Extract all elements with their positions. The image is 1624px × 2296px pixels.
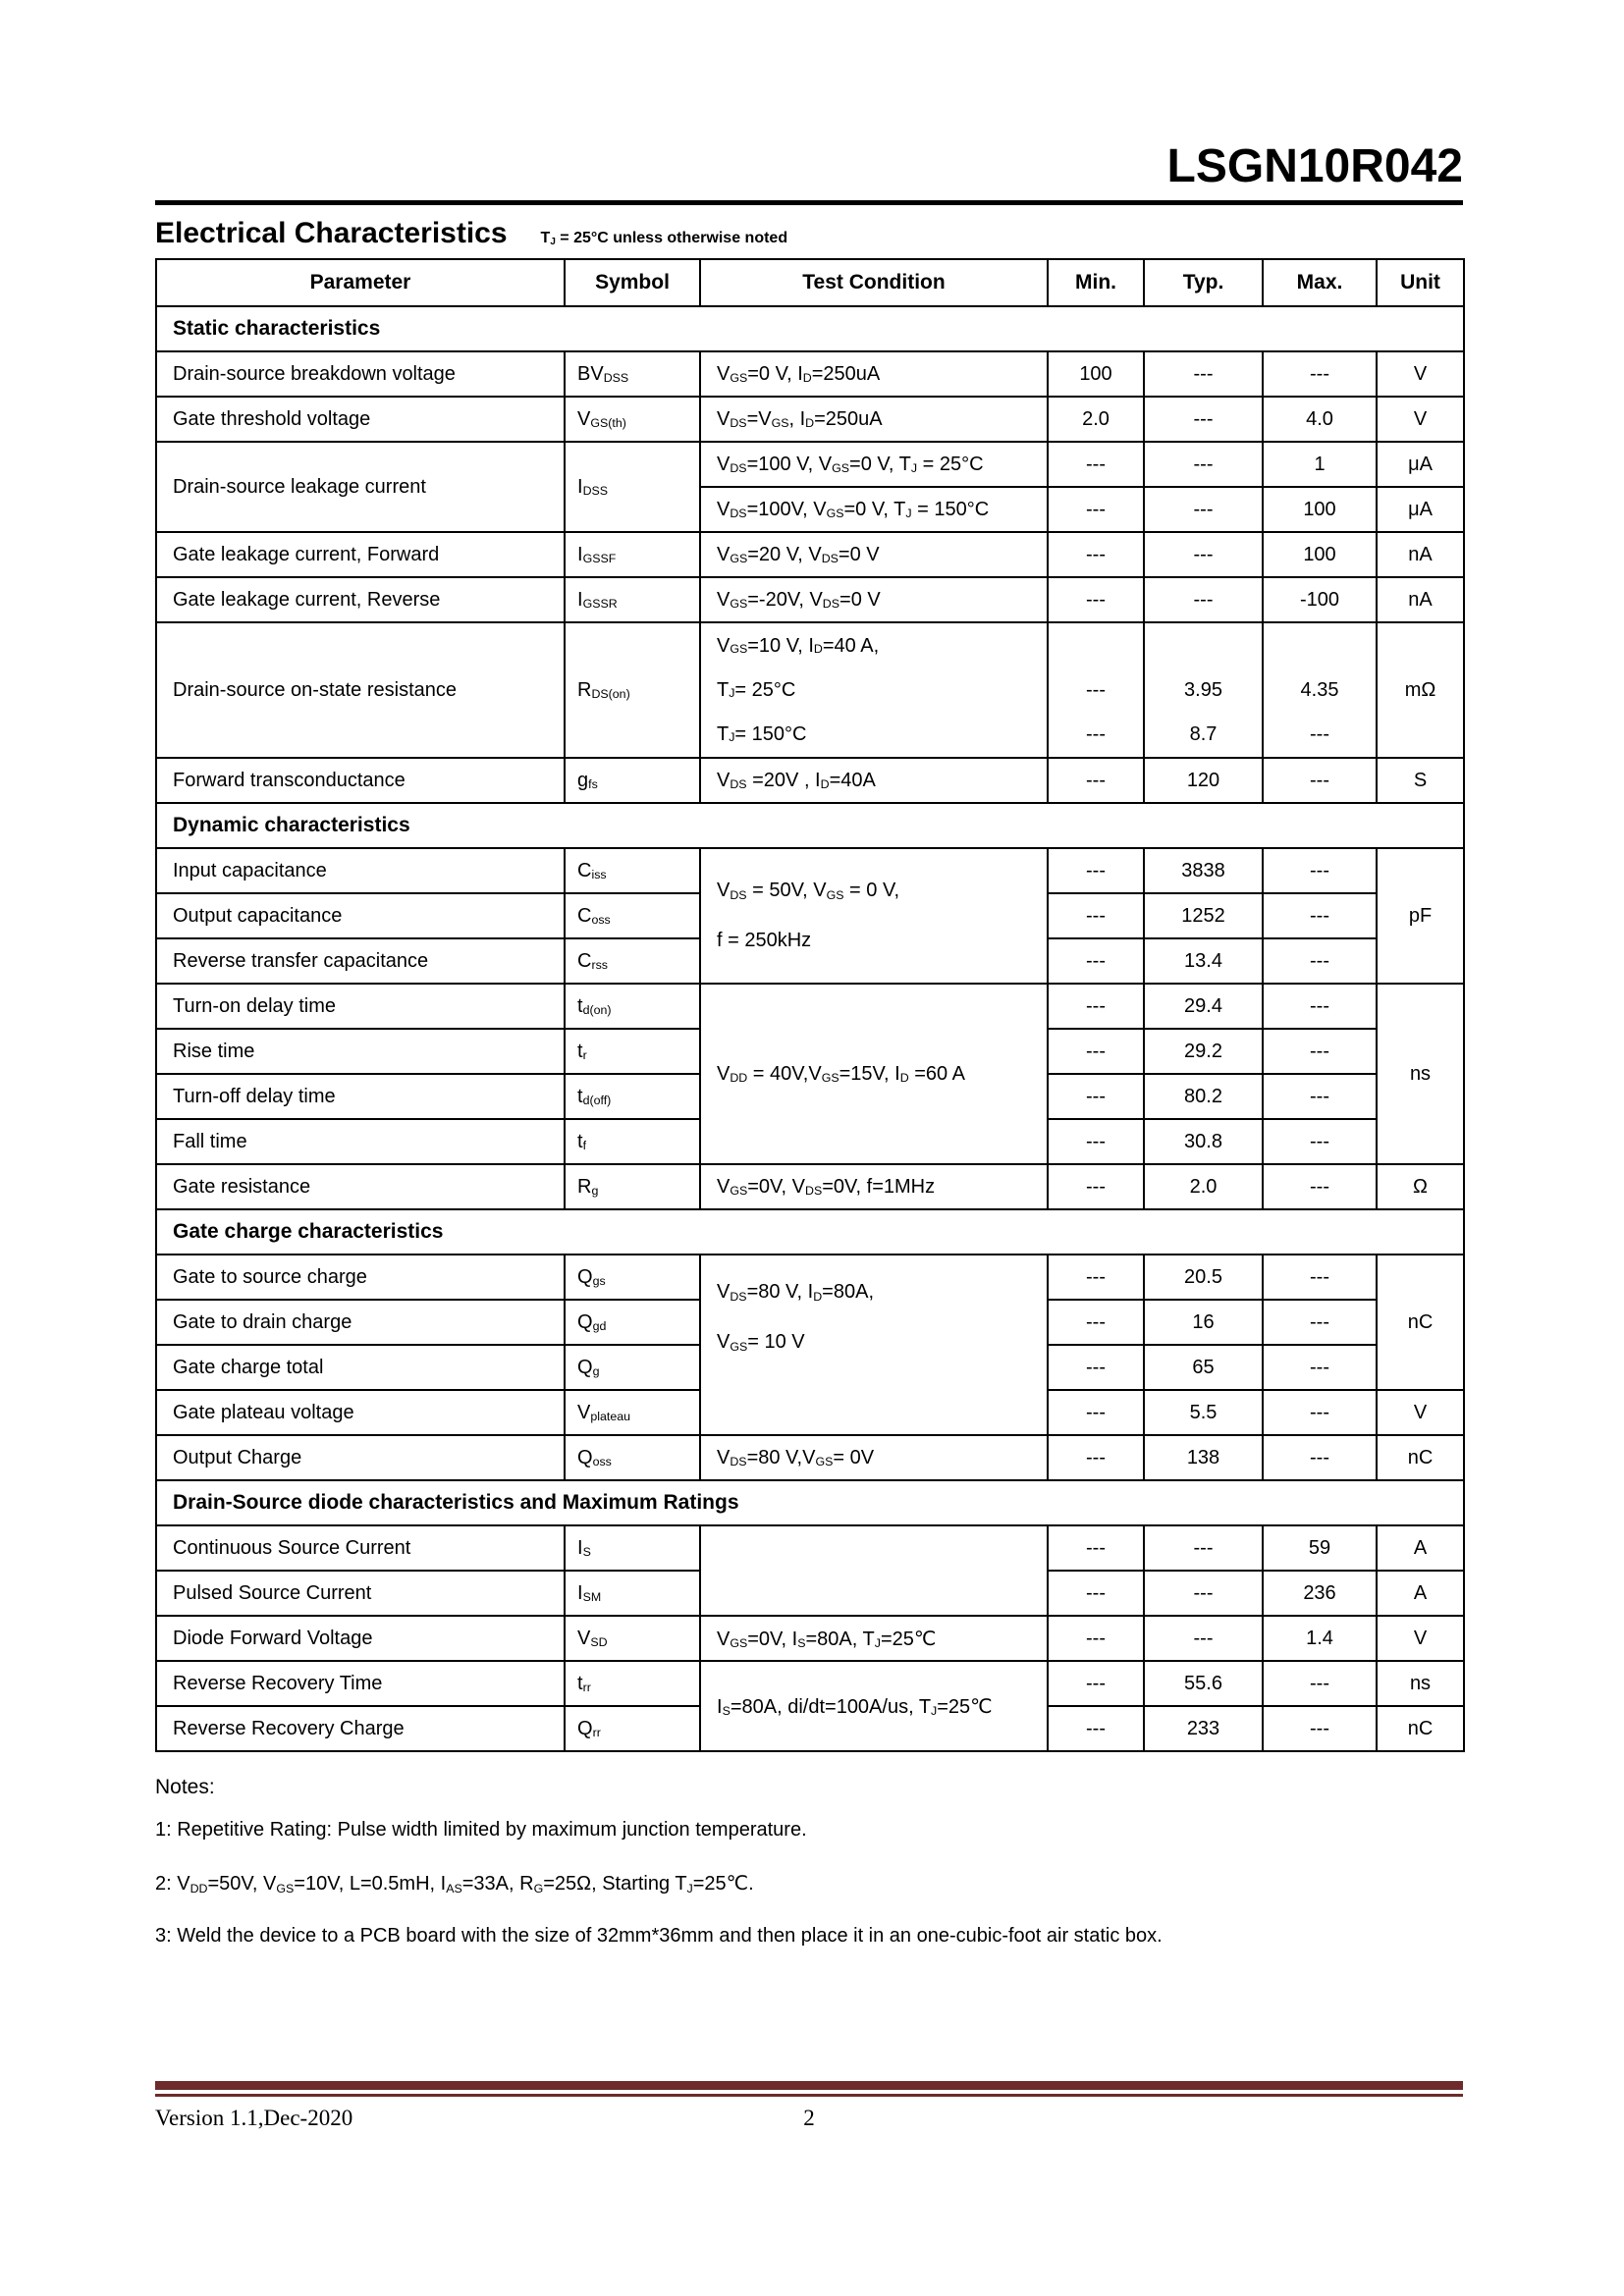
note-1: 1: Repetitive Rating: Pulse width limited by maximum junction temperature. <box>155 1819 807 1841</box>
param-cell: Gate resistance <box>156 1164 565 1209</box>
symbol-cell: Coss <box>565 893 700 938</box>
min-cell: --- <box>1048 1345 1144 1390</box>
symbol-cell: RDS(on) <box>565 622 700 758</box>
conditions-note: TJ = 25°C unless otherwise noted <box>540 230 788 248</box>
condition-cell: VGS=-20V, VDS=0 V <box>700 577 1048 622</box>
min-cell: --- <box>1048 532 1144 577</box>
unit-cell: mΩ <box>1377 622 1464 758</box>
table-row <box>156 758 1464 803</box>
section-title-static: Static characteristics <box>156 306 1464 351</box>
condition-cell: VDS=80 V,VGS= 0V <box>700 1435 1048 1480</box>
symbol-cell: IGSSR <box>565 577 700 622</box>
param-cell: Pulsed Source Current <box>156 1571 565 1616</box>
max-cell: --- <box>1263 1029 1377 1074</box>
section-title-dynamic: Dynamic characteristics <box>156 803 1464 848</box>
param-cell: Drain-source on-state resistance <box>156 622 565 758</box>
typ-cell: 5.5 <box>1144 1390 1263 1435</box>
param-cell: Output Charge <box>156 1435 565 1480</box>
section-row-diode <box>156 1480 1464 1525</box>
col-header-typ: Typ. <box>1144 259 1263 306</box>
symbol-cell: ISM <box>565 1571 700 1616</box>
param-cell: Gate to source charge <box>156 1255 565 1300</box>
table-header-row <box>156 259 1464 306</box>
symbol-cell: VGS(th) <box>565 397 700 442</box>
min-cell: --- <box>1048 1435 1144 1480</box>
min-cell: --- <box>1048 848 1144 893</box>
max-cell: --- <box>1263 938 1377 984</box>
max-cell: --- <box>1263 351 1377 397</box>
condition-cell: VGS=0V, VDS=0V, f=1MHz <box>700 1164 1048 1209</box>
col-header-symbol: Symbol <box>565 259 700 306</box>
min-cell: --- <box>1048 758 1144 803</box>
param-cell: Drain-source leakage current <box>156 442 565 532</box>
symbol-cell: Qgd <box>565 1300 700 1345</box>
condition-cell: VGS=0 V, ID=250uA <box>700 351 1048 397</box>
condition-cell: VDD = 40V,VGS=15V, ID =60 A <box>700 984 1048 1164</box>
col-header-unit: Unit <box>1377 259 1464 306</box>
typ-cell: 29.4 <box>1144 984 1263 1029</box>
param-cell: Gate leakage current, Forward <box>156 532 565 577</box>
max-cell: 1 <box>1263 442 1377 487</box>
min-cell: --- <box>1048 1571 1144 1616</box>
typ-cell: --- <box>1144 577 1263 622</box>
max-cell: 4.0 <box>1263 397 1377 442</box>
condition-line: f = 250kHz <box>717 930 812 951</box>
max-cell: --- <box>1263 1390 1377 1435</box>
condition-cell <box>700 1255 1048 1435</box>
table-row <box>156 442 1464 487</box>
param-cell: Diode Forward Voltage <box>156 1616 565 1661</box>
condition-cell: VDS=VGS, ID=250uA <box>700 397 1048 442</box>
max-cell: --- <box>1263 893 1377 938</box>
unit-cell: V <box>1377 397 1464 442</box>
min-cell: --- <box>1048 1661 1144 1706</box>
condition-cell <box>700 622 1048 758</box>
max-cell: --- <box>1263 848 1377 893</box>
typ-cell: 20.5 <box>1144 1255 1263 1300</box>
max-cell: --- <box>1263 984 1377 1029</box>
footer-text-row <box>155 2106 1463 2131</box>
max-cell: 236 <box>1263 1571 1377 1616</box>
symbol-cell: gfs <box>565 758 700 803</box>
param-cell: Fall time <box>156 1119 565 1164</box>
param-cell: Drain-source breakdown voltage <box>156 351 565 397</box>
param-cell: Rise time <box>156 1029 565 1074</box>
unit-cell: Ω <box>1377 1164 1464 1209</box>
unit-cell: pF <box>1377 848 1464 984</box>
param-cell: Gate to drain charge <box>156 1300 565 1345</box>
param-cell: Output capacitance <box>156 893 565 938</box>
table-row <box>156 1525 1464 1571</box>
min-cell: --- <box>1048 1119 1144 1164</box>
condition-line: VGS= 10 V <box>717 1331 805 1354</box>
min-cell: --- <box>1048 893 1144 938</box>
symbol-cell: Vplateau <box>565 1390 700 1435</box>
typ-cell: 3838 <box>1144 848 1263 893</box>
max-cell: --- <box>1263 1255 1377 1300</box>
typ-cell: --- <box>1144 351 1263 397</box>
typ-cell: 29.2 <box>1144 1029 1263 1074</box>
typ-cell: 138 <box>1144 1435 1263 1480</box>
min-cell: --- <box>1048 1706 1144 1751</box>
page-title: Electrical Characteristics <box>155 217 508 249</box>
min-cell: --- <box>1048 487 1144 532</box>
section-row-static <box>156 306 1464 351</box>
symbol-cell: Qoss <box>565 1435 700 1480</box>
section-heading-row <box>155 217 1463 250</box>
param-cell: Turn-off delay time <box>156 1074 565 1119</box>
condition-line: VDS=80 V, ID=80A, <box>717 1281 874 1304</box>
param-cell: Reverse Recovery Time <box>156 1661 565 1706</box>
doc-title: LSGN10R042 <box>1166 140 1463 192</box>
table-row <box>156 1164 1464 1209</box>
unit-cell: nC <box>1377 1706 1464 1751</box>
param-cell: Gate plateau voltage <box>156 1390 565 1435</box>
symbol-cell: IS <box>565 1525 700 1571</box>
condition-cell <box>700 848 1048 984</box>
max-cell: --- <box>1263 1661 1377 1706</box>
param-cell: Input capacitance <box>156 848 565 893</box>
param-cell: Forward transconductance <box>156 758 565 803</box>
col-header-min: Min. <box>1048 259 1144 306</box>
unit-cell: μA <box>1377 442 1464 487</box>
symbol-cell: IGSSF <box>565 532 700 577</box>
footer-bar-thick <box>155 2081 1463 2090</box>
table-row <box>156 532 1464 577</box>
min-cell: --- <box>1048 442 1144 487</box>
typ-cell: 120 <box>1144 758 1263 803</box>
unit-cell: ns <box>1377 1661 1464 1706</box>
typ-cell: 65 <box>1144 1345 1263 1390</box>
param-cell: Gate leakage current, Reverse <box>156 577 565 622</box>
col-header-condition: Test Condition <box>700 259 1048 306</box>
param-cell: Gate threshold voltage <box>156 397 565 442</box>
title-rule <box>155 200 1463 205</box>
min-cell: --- <box>1048 1074 1144 1119</box>
max-cell: 59 <box>1263 1525 1377 1571</box>
max-cell: --- <box>1263 1074 1377 1119</box>
min-cell: --- <box>1048 984 1144 1029</box>
table-row <box>156 1661 1464 1706</box>
unit-cell: nC <box>1377 1255 1464 1390</box>
symbol-cell: tf <box>565 1119 700 1164</box>
param-cell: Continuous Source Current <box>156 1525 565 1571</box>
min-cell: --- <box>1048 1164 1144 1209</box>
typ-cell: 1252 <box>1144 893 1263 938</box>
notes-section <box>155 1776 1463 1948</box>
version-label: Version 1.1,Dec-2020 <box>155 2106 353 2130</box>
typ-cell: 233 <box>1144 1706 1263 1751</box>
max-cell: --- <box>1263 1164 1377 1209</box>
max-cell: -100 <box>1263 577 1377 622</box>
min-cell: --- <box>1048 1390 1144 1435</box>
min-cell: --- <box>1048 577 1144 622</box>
typ-cell: --- <box>1144 1616 1263 1661</box>
col-header-max: Max. <box>1263 259 1377 306</box>
typ-cell: --- <box>1144 442 1263 487</box>
symbol-cell: trr <box>565 1661 700 1706</box>
condition-line: T J = 25°C <box>717 678 796 701</box>
min-cell: --- --- <box>1048 622 1144 758</box>
symbol-cell: tr <box>565 1029 700 1074</box>
table-row <box>156 1255 1464 1300</box>
unit-cell: A <box>1377 1525 1464 1571</box>
typ-cell: --- <box>1144 532 1263 577</box>
symbol-cell: VSD <box>565 1616 700 1661</box>
symbol-cell: Crss <box>565 938 700 984</box>
symbol-cell: Qgs <box>565 1255 700 1300</box>
table-row <box>156 622 1464 758</box>
min-cell: --- <box>1048 1029 1144 1074</box>
unit-cell: μA <box>1377 487 1464 532</box>
param-cell: Turn-on delay time <box>156 984 565 1029</box>
unit-cell: V <box>1377 1616 1464 1661</box>
max-cell: 100 <box>1263 487 1377 532</box>
notes-title: Notes: <box>155 1776 215 1798</box>
table-row <box>156 984 1464 1029</box>
table-row <box>156 351 1464 397</box>
section-row-gate-charge <box>156 1209 1464 1255</box>
min-cell: --- <box>1048 938 1144 984</box>
typ-cell: --- <box>1144 1571 1263 1616</box>
max-cell: --- <box>1263 1345 1377 1390</box>
table-row <box>156 397 1464 442</box>
table-row <box>156 848 1464 893</box>
max-cell: 4.35 --- <box>1263 622 1377 758</box>
unit-cell: V <box>1377 1390 1464 1435</box>
condition-cell: VGS=0V, IS=80A, TJ=25℃ <box>700 1616 1048 1661</box>
max-cell: --- <box>1263 1119 1377 1164</box>
typ-cell: 13.4 <box>1144 938 1263 984</box>
condition-line: VDS = 50V, VGS = 0 V, <box>717 880 900 902</box>
typ-cell: 3.95 8.7 <box>1144 622 1263 758</box>
condition-line: T J = 150°C <box>717 722 807 745</box>
typ-cell: 2.0 <box>1144 1164 1263 1209</box>
min-cell: --- <box>1048 1616 1144 1661</box>
symbol-cell: Ciss <box>565 848 700 893</box>
symbol-cell: IDSS <box>565 442 700 532</box>
typ-cell: 30.8 <box>1144 1119 1263 1164</box>
unit-cell: nC <box>1377 1435 1464 1480</box>
table-row <box>156 577 1464 622</box>
min-cell: 2.0 <box>1048 397 1144 442</box>
section-row-dynamic <box>156 803 1464 848</box>
section-title-gate-charge: Gate charge characteristics <box>156 1209 1464 1255</box>
electrical-characteristics-table <box>155 258 1465 1752</box>
note-2: 2: VDD=50V, VGS=10V, L=0.5mH, IAS=33A, RG=25Ω, Starting TJ=25℃. <box>155 1873 754 1896</box>
condition-line: V GS =10 V, I D =40 A, <box>717 634 880 657</box>
max-cell: --- <box>1263 1300 1377 1345</box>
section-title-diode: Drain-Source diode characteristics and Maximum Ratings <box>156 1480 1464 1525</box>
max-cell: 100 <box>1263 532 1377 577</box>
min-cell: 100 <box>1048 351 1144 397</box>
symbol-cell: BVDSS <box>565 351 700 397</box>
param-cell: Reverse transfer capacitance <box>156 938 565 984</box>
min-cell: --- <box>1048 1525 1144 1571</box>
symbol-cell: td(on) <box>565 984 700 1029</box>
condition-cell: VGS=20 V, VDS=0 V <box>700 532 1048 577</box>
typ-cell: 80.2 <box>1144 1074 1263 1119</box>
table-row <box>156 1616 1464 1661</box>
param-cell: Reverse Recovery Charge <box>156 1706 565 1751</box>
min-cell: --- <box>1048 1300 1144 1345</box>
table-row <box>156 1435 1464 1480</box>
max-cell: --- <box>1263 758 1377 803</box>
page-number: 2 <box>803 2106 815 2130</box>
max-cell: --- <box>1263 1706 1377 1751</box>
condition-cell: IS=80A, di/dt=100A/us, TJ=25℃ <box>700 1661 1048 1751</box>
symbol-cell: Rg <box>565 1164 700 1209</box>
symbol-cell: Qg <box>565 1345 700 1390</box>
typ-cell: 55.6 <box>1144 1661 1263 1706</box>
unit-cell: S <box>1377 758 1464 803</box>
condition-cell: VDS =20V , ID=40A <box>700 758 1048 803</box>
param-cell: Gate charge total <box>156 1345 565 1390</box>
condition-cell: VDS=100 V, VGS=0 V, TJ = 25°C <box>700 442 1048 487</box>
condition-cell <box>700 1525 1048 1616</box>
symbol-cell: td(off) <box>565 1074 700 1119</box>
typ-cell: --- <box>1144 397 1263 442</box>
condition-cell: VDS=100V, VGS=0 V, TJ = 150°C <box>700 487 1048 532</box>
note-3: 3: Weld the device to a PCB board with the size of 32mm*36mm and then place it in an one-cubic-foot air static box. <box>155 1925 1163 1947</box>
unit-cell: A <box>1377 1571 1464 1616</box>
unit-cell: nA <box>1377 577 1464 622</box>
max-cell: --- <box>1263 1435 1377 1480</box>
footer-bar-thin <box>155 2094 1463 2097</box>
max-cell: 1.4 <box>1263 1616 1377 1661</box>
unit-cell: V <box>1377 351 1464 397</box>
typ-cell: 16 <box>1144 1300 1263 1345</box>
page-footer <box>155 2081 1463 2131</box>
col-header-parameter: Parameter <box>156 259 565 306</box>
symbol-cell: Qrr <box>565 1706 700 1751</box>
typ-cell: --- <box>1144 1525 1263 1571</box>
unit-cell: ns <box>1377 984 1464 1164</box>
typ-cell: --- <box>1144 487 1263 532</box>
min-cell: --- <box>1048 1255 1144 1300</box>
unit-cell: nA <box>1377 532 1464 577</box>
